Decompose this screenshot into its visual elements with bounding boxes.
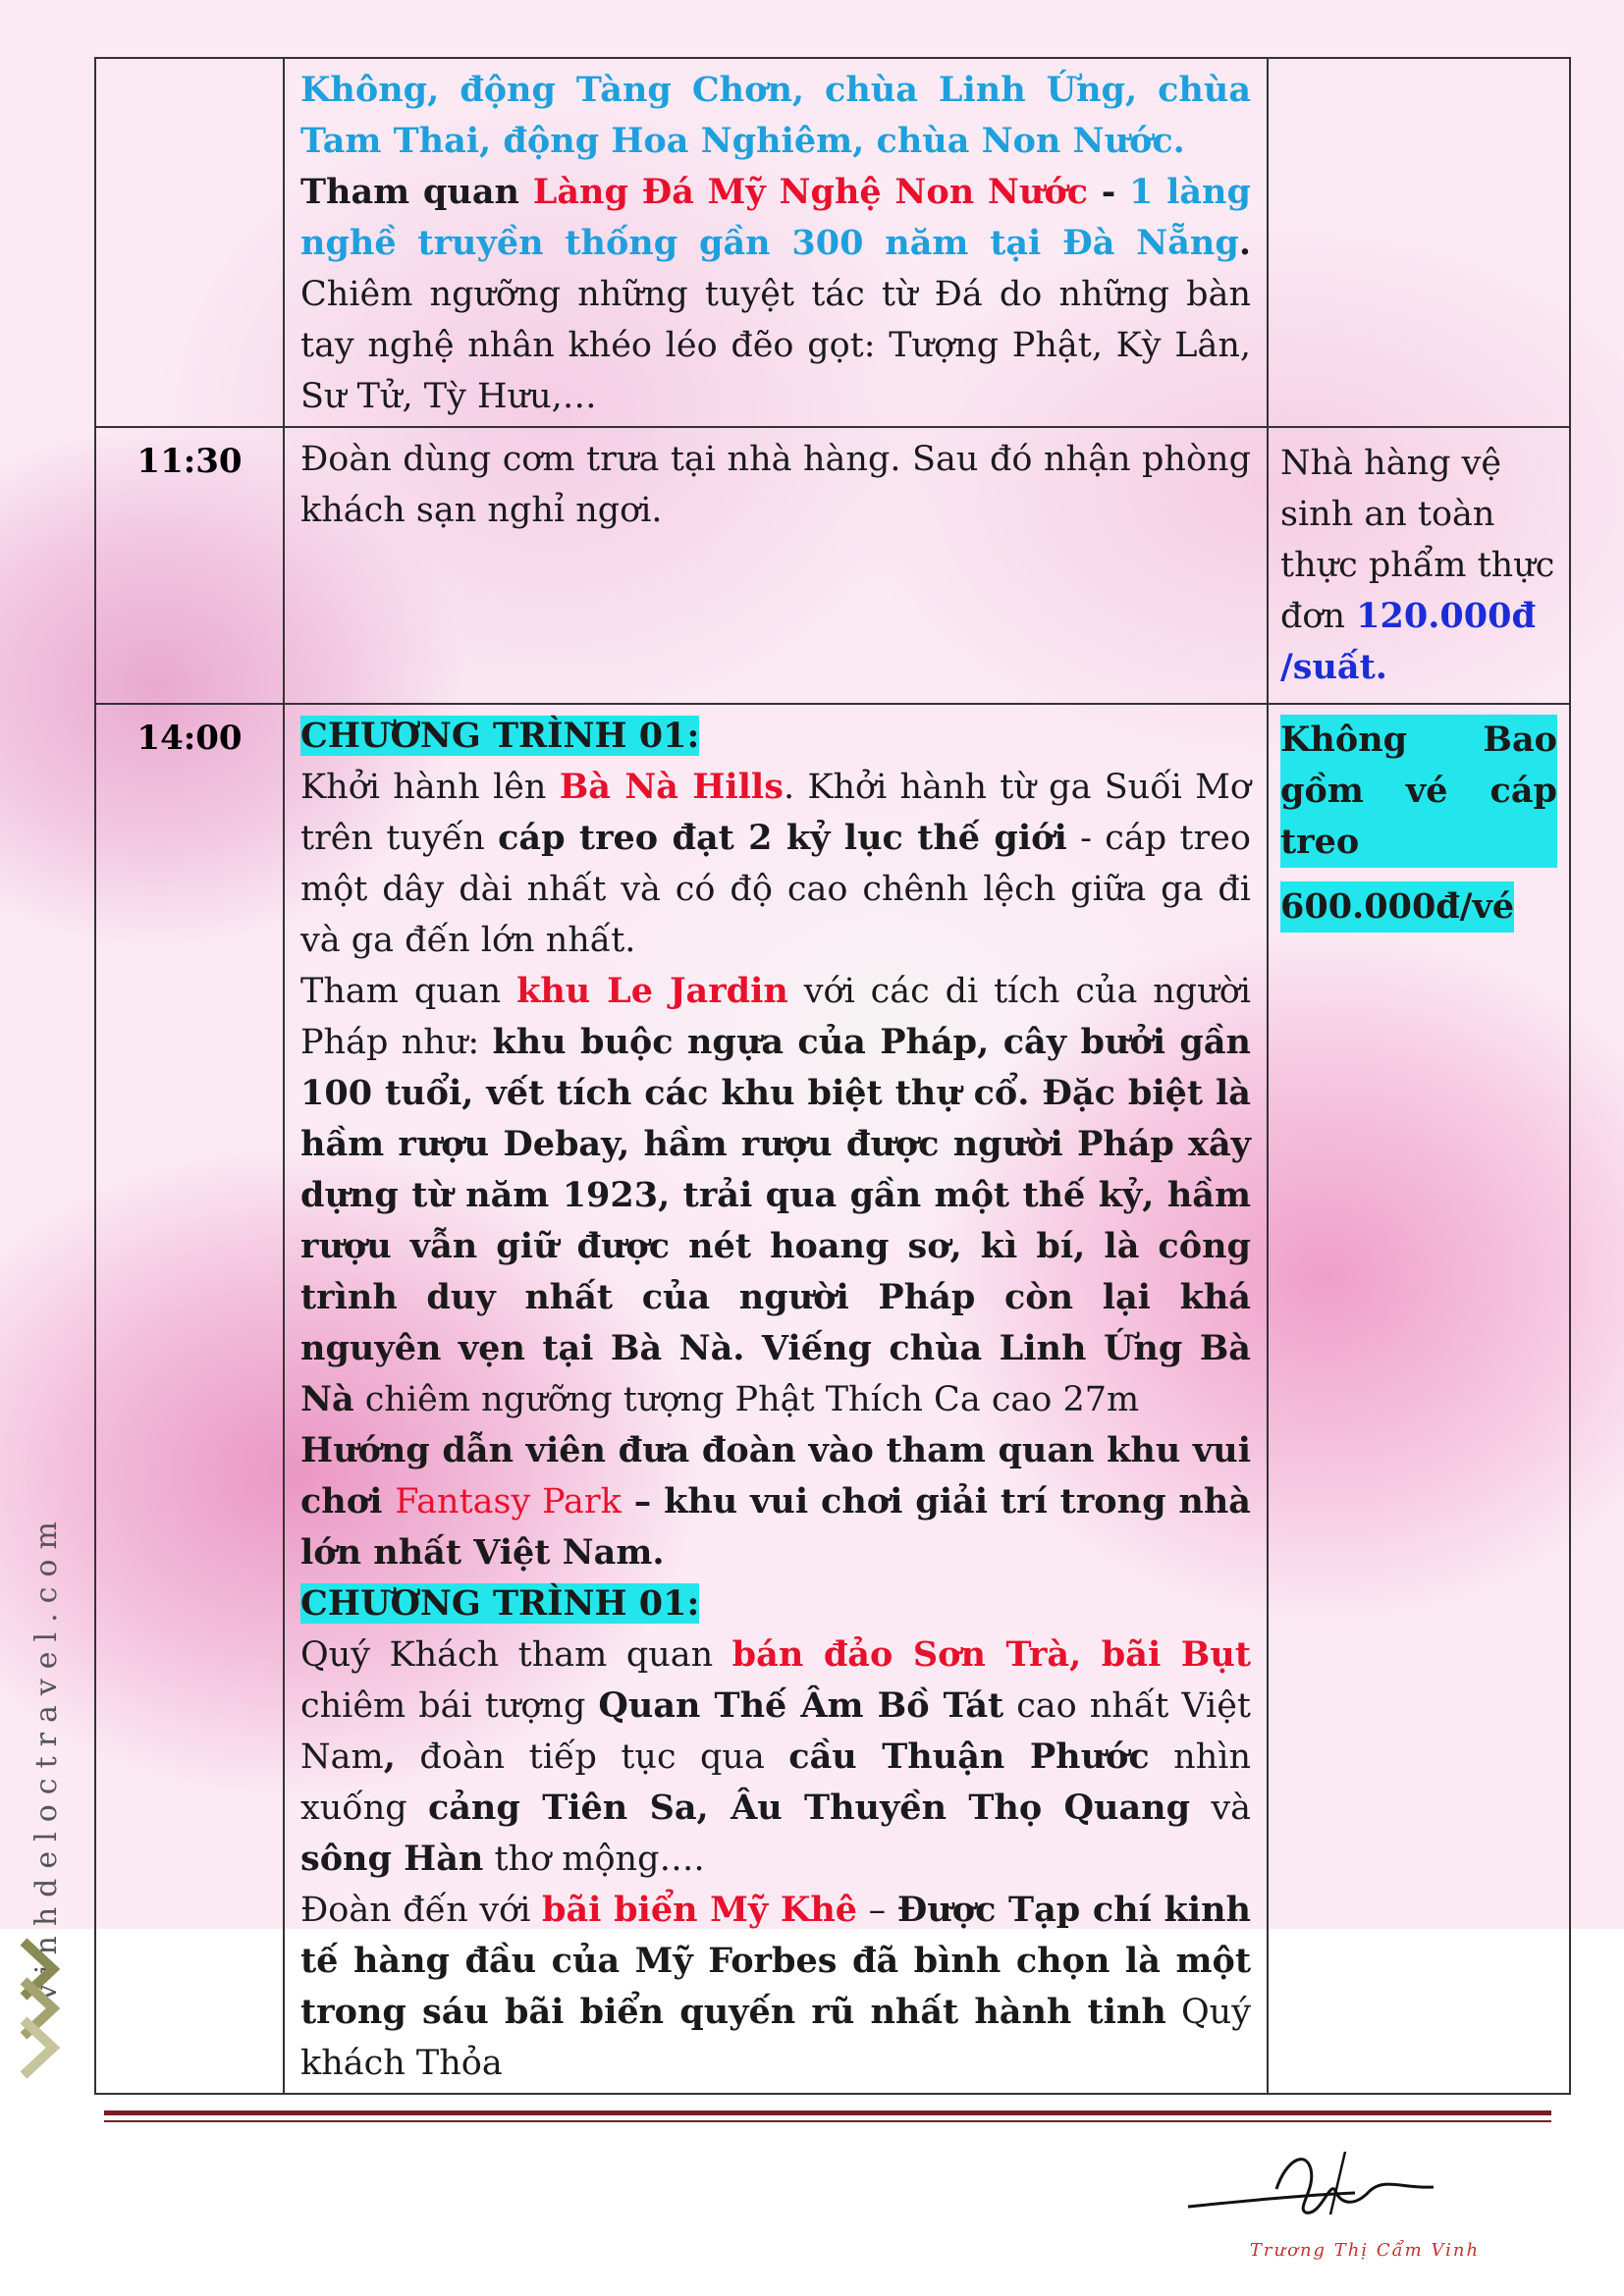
table-row [95, 427, 1570, 704]
text-bold: khu buộc ngựa của Pháp, cây bưởi gần 100 tuổi, vết tích các khu biệt thự cổ. Đặc biệt là hầm rượu Debay, hầm rượu được người Pháp xây dựng từ năm 1923, trải qua gần một thế kỷ, hầm rượu vẫn giữ được nét hoang sơ, kì bí, là công trình duy nhất của người Pháp còn lại khá nguyên vẹn tại Bà Nà. Viếng chùa Linh Ứng Bà Nà [300, 1022, 1251, 1419]
text-bold: sông Hàn [300, 1839, 484, 1879]
table-row [95, 58, 1570, 427]
text-bold: Được Tạp chí kinh tế hàng đầu của Mỹ Forbes đã bình chọn là một trong sáu bãi biển quyến rũ nhất hành tinh [300, 1890, 1251, 2032]
text: chiêm bái tượng [300, 1686, 599, 1726]
my-khe-beach: bãi biển Mỹ Khê [541, 1890, 858, 1930]
sightseeing-list: Không, động Tàng Chơn, chùa Linh Ứng, chùa Tam Thai, động Hoa Nghiêm, chùa Non Nước. [300, 70, 1251, 161]
text-bold: Tham quan [300, 172, 533, 212]
activity-cell [284, 427, 1268, 704]
text: cao nhất Việt Nam [300, 1686, 1251, 1777]
text-bold: cầu Thuận Phước [788, 1736, 1150, 1777]
note-cell [1268, 58, 1570, 427]
text-bold: Quan Thế Âm Bồ Tát [598, 1685, 1004, 1726]
activity-cell [284, 58, 1268, 427]
chevron-logo-icon [12, 1934, 81, 2081]
text: và [1190, 1789, 1252, 1828]
stone-village-name: Làng Đá Mỹ Nghệ Non Nước [532, 172, 1088, 212]
time-cell: 14:00 [95, 704, 284, 2094]
text-bold: cảng Tiên Sa, Âu Thuyền Thọ Quang [427, 1788, 1191, 1828]
text-bold: , [383, 1736, 396, 1777]
website-watermark: vinhdeloctravel.com [29, 1512, 64, 2002]
son-tra: bán đảo Sơn Trà, bãi Bụt [731, 1634, 1251, 1675]
lunch-text: Đoàn dùng cơm trưa tại nhà hàng. Sau đó nhận phòng khách sạn nghỉ ngơi. [300, 440, 1251, 530]
footer-rule-thin [104, 2120, 1551, 2122]
text: Quý khách Thỏa [300, 1993, 1251, 2083]
text: . Khởi hành từ ga Suối Mơ trên tuyến [300, 768, 1251, 858]
text-bold: Hướng dẫn viên đưa đoàn vào tham quan khu vui chơi [300, 1430, 1251, 1522]
text: Chiêm ngưỡng những tuyệt tác từ Đá do những bàn tay nghệ nhân khéo léo đẽo gọt: Tượng Phật, Kỳ Lân, Sư Tử, Tỳ Hưu,… [300, 275, 1251, 416]
text: Khởi hành lên [300, 768, 560, 807]
text: – [857, 1891, 897, 1930]
itinerary-table [94, 57, 1571, 2095]
text: Đoàn đến với [300, 1891, 542, 1930]
time-cell [95, 58, 284, 427]
text-bold: cáp treo đạt 2 kỷ lục thế giới [498, 818, 1067, 858]
activity-cell [284, 704, 1268, 2094]
text: đoàn tiếp tục qua [395, 1737, 789, 1777]
text: thơ mộng…. [483, 1840, 705, 1879]
text-bold: . [1238, 223, 1251, 263]
ba-na-hills: Bà Nà Hills [559, 767, 784, 807]
cable-car-price: 600.000đ/vé [1280, 881, 1514, 933]
text: với các di tích của người Pháp như: [300, 972, 1251, 1062]
village-description: 1 làng nghề truyền thống gần 300 năm tại Đà Nẵng [300, 172, 1251, 263]
note-cell [1268, 704, 1570, 2094]
text-bold: – khu vui chơi giải trí trong nhà lớn nhất Việt Nam. [300, 1481, 1251, 1573]
restaurant-note: Nhà hàng vệ sinh an toàn thực phẩm thực đơn [1280, 444, 1555, 636]
meal-price: 120.000đ /suất. [1280, 596, 1536, 687]
time-cell: 11:30 [95, 427, 284, 704]
text: nhìn xuống [300, 1737, 1251, 1828]
excluded-cable-car-note: Không Bao gồm vé cáp treo [1280, 715, 1557, 868]
text: Tham quan [300, 972, 517, 1011]
note-cell [1268, 427, 1570, 704]
footer-rule [104, 2110, 1551, 2115]
fantasy-park: Fantasy Park [395, 1482, 622, 1522]
text: chiêm ngưỡng tượng Phật Thích Ca cao 27m [353, 1380, 1140, 1419]
signature [1159, 2130, 1551, 2277]
text: - cáp treo một dây dài nhất và có độ cao chênh lệch giữa ga đi và ga đến lớn nhất. [300, 819, 1251, 960]
text: Quý Khách tham quan [300, 1635, 732, 1675]
program-title: CHƯƠNG TRÌNH 01: [300, 716, 700, 756]
text-bold: - [1088, 172, 1129, 212]
signature-mark-icon [1159, 2130, 1551, 2238]
signature-name: Trương Thị Cẩm Vinh [1249, 2240, 1481, 2261]
program-title: CHƯƠNG TRÌNH 01: [300, 1583, 700, 1624]
table-row [95, 704, 1570, 2094]
le-jardin: khu Le Jardin [516, 971, 788, 1011]
